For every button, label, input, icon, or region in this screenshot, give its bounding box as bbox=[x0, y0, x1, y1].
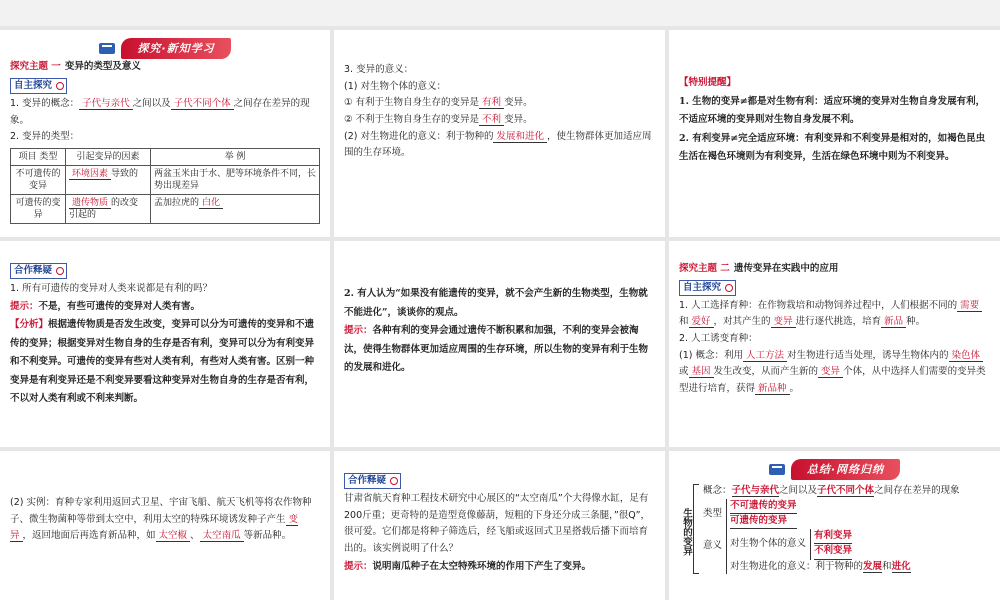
slide-6[interactable]: 探究主题 二 遗传变异在实践中的应用 自主探究 1. 人工选择育种：在作物栽培和动物饲养过程中，人们根据不同的 需要和 爱好 ，对其产生的 变异 进行逐代挑选，培育 新品 种。 2. 人工诱变育种： (1) 概念：利用 人工方法 对生物进行适当处理，诱导生物体内的 染色体或 基因 发生改变，从而产生新的 变异 个体，从中选择人们需要的变异类型进行培育，获得 新品种 。 bbox=[669, 241, 1000, 447]
circle-icon bbox=[56, 267, 64, 275]
top-bar bbox=[0, 0, 1000, 26]
brace bbox=[693, 484, 699, 574]
type-line: 2. 变异的类型： bbox=[10, 131, 80, 143]
variation-table: 项目 类型 引起变异的因素 举 例 不可遗传的变异 环境因素 导致的 两盆玉米由于水、肥等环境条件不同，长势出现差异 可遗传的变异 遗传物质 的改变引起的 孟加拉虎的 白化 bbox=[10, 148, 320, 225]
banner-title: 探究·新知学习 bbox=[121, 38, 230, 59]
book-icon bbox=[769, 464, 785, 475]
concept-line: 1. 变异的概念： 子代与亲代 之间以及 子代不同个体 之间存在差异的现象。 bbox=[10, 97, 310, 126]
cooperate-tag: 合作释疑 bbox=[10, 263, 67, 279]
self-explore-tag: 自主探究 bbox=[10, 78, 67, 94]
slide-5[interactable]: 2. 有人认为“如果没有能遗传的变异，就不会产生新的生物类型，生物就不能进化”，谈谈你的观点。 提示：各种有利的变异会通过遗传不断积累和加强，不利的变异会被淘汰，使得生物群体更加适应周围的生存环境，所以生物的变异有利于生物的发展和进化。 bbox=[334, 241, 665, 447]
circle-icon bbox=[56, 82, 64, 90]
slide-1[interactable] bbox=[0, 30, 330, 237]
circle-icon bbox=[390, 477, 398, 485]
slide-7[interactable]: (2) 实例：育种专家利用返回式卫星、宇宙飞船、航天飞机等将农作物种子、微生物菌种等带到太空中，利用太空的特殊环境诱发种子产生 变异 ，返回地面后再选育新品种，如 太空椒 、 太空南瓜 等新品种。 bbox=[0, 451, 330, 600]
slide-2[interactable]: 3. 变异的意义： (1) 对生物个体的意义： ① 有利于生物自身生存的变异是 有利 变异。 ② 不利于生物自身生存的变异是 不利 变异。 (2) 对生物进化的意义：利于物种的 发展和进化 ，使生物群体更加适应周围的生存环境。 bbox=[334, 30, 665, 237]
slide-8[interactable]: 合作释疑 甘肃省航天育种工程技术研究中心展区的“太空南瓜”个大得像水缸，足有200斤重；更奇特的是造型竟像藤葫，短粗的下身还分成三条腿，”很Q”，很可爱。它们都是将种子筛选后，经飞船或返回式卫星搭载后播下而培育出的。该实例说明了什么？ 提示：说明南瓜种子在太空特殊环境的作用下产生了变异。 bbox=[334, 451, 665, 600]
self-explore-tag: 自主探究 bbox=[679, 280, 736, 296]
summary-banner: 总结·网络归纳 bbox=[679, 459, 990, 480]
book-icon bbox=[99, 43, 115, 54]
concept-map: 生物的变异 概念：子代与亲代之间以及子代不同个体之间存在差异的现象 类型 不可遗传的变异 可遗传的变异 意义 对生物个体的意义 有利变异 不利变异 对生物进化的意义：利于物种的发展和进化 bbox=[679, 484, 990, 574]
slide-9[interactable] bbox=[669, 451, 1000, 600]
section-banner bbox=[10, 38, 320, 59]
circle-icon bbox=[725, 284, 733, 292]
slide-4[interactable]: 合作释疑 1. 所有可遗传的变异对人类来说都是有利的吗？ 提示：不是，有些可遗传的变异对人类有害。 【分析】根据遗传物质是否发生改变，变异可以分为可遗传的变异和不遗传的变异；根据变异对生物自身的生存是否有利，变异可以分为有利变异和不利变异。可遗传的变异有些对人类有利，有些对人类有害。区别一种变异是有利变异还是不利变异要看这种变异对生物自身的生存是否有利，不以对人类有利或不利来判断。 bbox=[0, 241, 330, 447]
topic-heading: 探究主题 一 变异的类型及意义 bbox=[10, 61, 141, 73]
cooperate-tag: 合作释疑 bbox=[344, 473, 401, 489]
slide-3[interactable]: 【特别提醒】 1. 生物的变异≠都是对生物有利：适应环境的变异对生物自身发展有利，不适应环境的变异则对生物自身发展不利。 2. 有利变异≠完全适应环境：有利变异和不利变异是相对的，如褐色昆虫生活在褐色环境则为有利变异，生活在绿色环境中则为不利变异。 bbox=[669, 30, 1000, 237]
special-reminder-title: 【特别提醒】 bbox=[679, 77, 737, 88]
